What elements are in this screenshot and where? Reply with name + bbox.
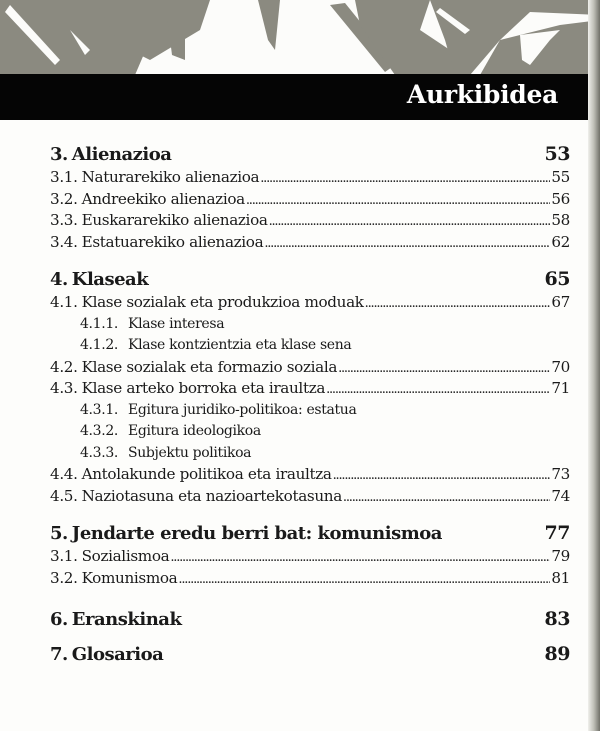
toc-entry[interactable] — [50, 210, 570, 232]
toc-subentry[interactable] — [50, 335, 570, 357]
toc-entry[interactable] — [50, 292, 570, 314]
dot-leader — [260, 167, 550, 182]
toc-subentry[interactable] — [50, 400, 570, 422]
entry-number: 3.4. — [50, 232, 78, 251]
entry-title: Sozialismoa — [81, 547, 170, 565]
subentry-number: 4.3.3. — [80, 444, 118, 461]
chapter-title: Klaseak — [71, 269, 149, 290]
toc-section — [50, 267, 570, 507]
dot-leader — [178, 568, 550, 583]
toc-entry[interactable] — [50, 189, 570, 211]
chapter-number: 5. — [50, 523, 68, 544]
subentry-title: Egitura ideologikoa — [127, 423, 261, 439]
header-artwork — [0, 0, 600, 75]
toc-section — [50, 142, 570, 253]
entry-title: Antolakunde politikoa eta iraultza — [81, 465, 332, 483]
subentry-number: 4.1.2. — [80, 337, 118, 353]
dot-leader — [170, 546, 550, 561]
dot-leader — [343, 486, 550, 501]
chapter-page-number: 83 — [544, 608, 570, 630]
toc-section — [50, 642, 570, 667]
entry-number: 4.2. — [50, 357, 78, 376]
entry-number: 3.1. — [50, 547, 78, 565]
entry-page-number: 79 — [551, 547, 570, 565]
chapter-number: 4. — [50, 269, 68, 290]
toc-entry[interactable] — [50, 568, 570, 590]
toc-entry[interactable] — [50, 378, 570, 400]
entry-page-number: 55 — [551, 168, 570, 186]
entry-title: Estatuarekiko alienazioa — [81, 232, 264, 251]
chapter-page-number: 77 — [544, 522, 570, 544]
toc-entry[interactable] — [50, 546, 570, 568]
toc-section — [50, 607, 570, 632]
entry-number: 4.4. — [50, 465, 78, 483]
dot-leader — [269, 210, 551, 225]
chapter-title: Eranskinak — [71, 609, 182, 630]
entry-title: Naziotasuna eta nazioartekotasuna — [81, 486, 342, 505]
chapter-title: Jendarte eredu berri bat: komunismoa — [71, 523, 442, 544]
entry-number: 4.3. — [50, 379, 78, 397]
toc-entry[interactable] — [50, 464, 570, 486]
entry-page-number: 58 — [551, 211, 570, 229]
subentry-title: Klase kontzientzia eta klase sena — [127, 337, 352, 353]
subentry-title: Egitura juridiko-politikoa: estatua — [127, 401, 357, 418]
chapter-title: Alienazioa — [71, 144, 172, 165]
entry-title: Komunismoa — [81, 568, 178, 587]
entry-title: Naturarekiko alienazioa — [81, 168, 260, 186]
entry-number: 3.3. — [50, 211, 78, 229]
chapter-heading[interactable] — [50, 521, 570, 546]
dot-leader — [338, 357, 550, 372]
entry-page-number: 62 — [551, 232, 570, 251]
chapter-number: 3. — [50, 144, 68, 165]
toc-entry[interactable] — [50, 232, 570, 254]
chapter-heading[interactable] — [50, 267, 570, 292]
entry-page-number: 67 — [551, 293, 570, 311]
dot-leader — [264, 232, 550, 247]
entry-page-number: 73 — [551, 465, 570, 483]
entry-title: Euskararekiko alienazioa — [81, 211, 268, 229]
entry-number: 3.2. — [50, 568, 78, 587]
artwork-shape — [258, 0, 280, 50]
toc-subentry[interactable] — [50, 443, 570, 465]
entry-page-number: 74 — [551, 486, 570, 505]
toc-entry[interactable] — [50, 357, 570, 379]
page-edge-shadow — [588, 0, 600, 731]
chapter-heading[interactable] — [50, 142, 570, 167]
chapter-number: 6. — [50, 609, 68, 630]
entry-title: Klase arteko borroka eta iraultza — [81, 379, 326, 397]
toc-subentry[interactable] — [50, 314, 570, 336]
dot-leader — [333, 464, 551, 479]
chapter-heading[interactable] — [50, 642, 570, 667]
entry-title: Klase sozialak eta produkzioa moduak — [81, 293, 364, 311]
chapter-page-number: 65 — [544, 268, 570, 290]
entry-number: 3.2. — [50, 189, 78, 208]
chapter-page-number: 53 — [544, 143, 570, 165]
chapter-number: 7. — [50, 644, 68, 665]
subentry-number: 4.3.2. — [80, 423, 118, 439]
entry-page-number: 71 — [551, 379, 570, 397]
dot-leader — [365, 292, 551, 307]
woodcut-illustration — [0, 0, 600, 75]
chapter-title: Glosarioa — [71, 644, 164, 665]
toc-subentry[interactable] — [50, 421, 570, 443]
table-of-contents — [50, 142, 570, 681]
subentry-title: Subjektu politikoa — [127, 444, 252, 461]
dot-leader — [246, 189, 551, 204]
entry-page-number: 56 — [551, 189, 570, 208]
page-title: Aurkibidea — [406, 80, 558, 109]
subentry-title: Klase interesa — [127, 315, 225, 332]
entry-title: Klase sozialak eta formazio soziala — [81, 357, 338, 376]
chapter-heading[interactable] — [50, 607, 570, 632]
dot-leader — [326, 378, 550, 393]
subentry-number: 4.1.1. — [80, 315, 118, 332]
toc-section — [50, 521, 570, 589]
title-banner — [0, 74, 590, 120]
toc-entry[interactable] — [50, 486, 570, 508]
subentry-number: 4.3.1. — [80, 401, 118, 418]
entry-page-number: 70 — [551, 357, 570, 376]
toc-entry[interactable] — [50, 167, 570, 189]
entry-number: 4.5. — [50, 486, 78, 505]
entry-page-number: 81 — [551, 568, 570, 587]
entry-title: Andreekiko alienazioa — [81, 189, 245, 208]
entry-number: 3.1. — [50, 168, 78, 186]
entry-number: 4.1. — [50, 293, 78, 311]
chapter-page-number: 89 — [544, 643, 570, 665]
